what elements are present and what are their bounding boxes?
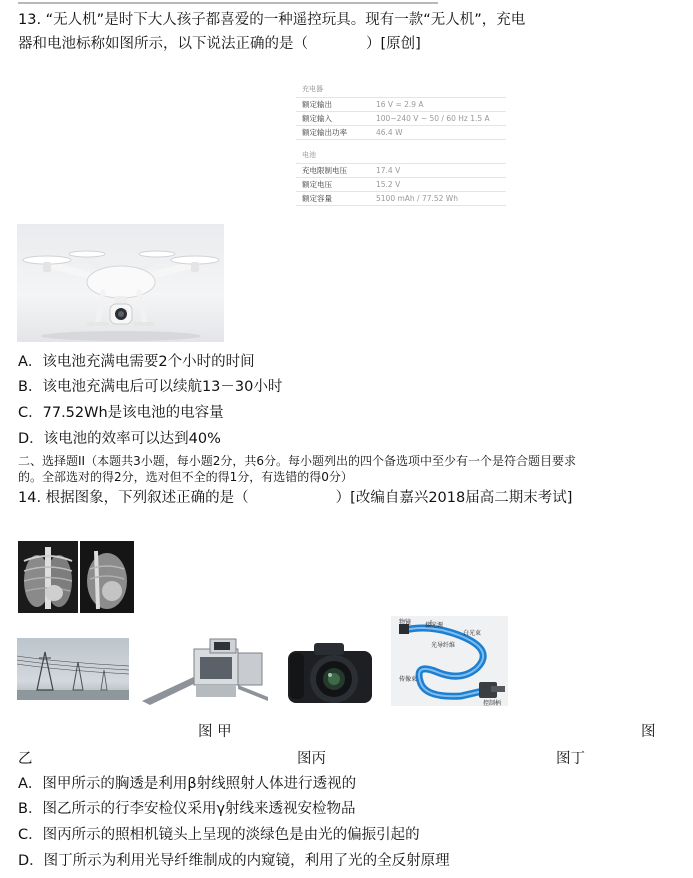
charger-spec-group — [296, 84, 506, 140]
camera-photo — [284, 637, 376, 707]
q13-option-d: D．该电池的效率可以达到40% — [18, 431, 221, 447]
q13-option-c: C．77.52Wh是该电池的电容量 — [18, 405, 224, 421]
q14-option-a: A．图甲所示的胸透是利用β射线照射人体进行透视的 — [18, 776, 357, 792]
spec-value: 100~240 V ~ 50 / 60 Hz 1.5 A — [376, 114, 490, 123]
spec-value: 17.4 V — [376, 166, 401, 175]
q13-stem-line2: 器和电池标称如图所示，以下说法正确的是（ ）[原创] — [18, 36, 421, 52]
spec-key: 额定容量 — [302, 194, 332, 203]
q13-option-a: A．该电池充满电需要2个小时的时间 — [18, 354, 255, 370]
baggage-scanner-photo — [140, 635, 270, 705]
spec-key: 额定输出功率 — [302, 128, 347, 137]
q14-stem: 14. 根据图象，下列叙述正确的是（ ）[改编自嘉兴2018届高二期末考试] — [18, 490, 573, 506]
spec-row — [296, 163, 506, 177]
q13-option-b: B．该电池充满电后可以续航13－30小时 — [18, 379, 283, 395]
endoscope-label-white-beam: 白光束 — [463, 630, 482, 637]
spec-key: 充电限制电压 — [302, 166, 347, 175]
figure-label-bing: 图丙 — [297, 751, 326, 767]
charger-header: 充电器 — [302, 85, 323, 93]
q14-option-d: D．图丁所示为利用光导纤维制成的内窥镜，利用了光的全反射原理 — [18, 853, 450, 869]
section2-line2: 的。全部选对的得2分，选对但不全的得1分，有选错的得0分） — [18, 470, 353, 484]
endoscope-label-handle: 控制柄 — [483, 700, 502, 706]
spec-row — [296, 97, 506, 111]
battery-spec-group — [296, 150, 506, 206]
spec-row — [296, 111, 506, 125]
endoscope-label-objective: 物镜 — [399, 619, 412, 626]
power-lines-photo — [17, 638, 129, 700]
section2-line1: 二、选择题II（本题共3小题，每小题2分，共6分。每小题列出的四个备选项中至少有一个是符合题目要求 — [18, 454, 576, 468]
endoscope-diagram — [391, 616, 508, 706]
battery-header: 电池 — [302, 151, 316, 159]
q13-stem-line1: 13. “无人机”是时下大人孩子都喜爱的一种遥控玩具。现有一款“无人机”，充电 — [18, 12, 526, 28]
figure-label-tu: 图 — [641, 724, 656, 740]
cropped-top-line — [18, 0, 438, 4]
spec-table — [296, 84, 506, 216]
spec-value: 5100 mAh / 77.52 Wh — [376, 194, 458, 203]
chest-xray-front-photo — [18, 541, 78, 613]
figure-label-jia: 图 甲 — [198, 724, 232, 740]
spec-value: 16 V = 2.9 A — [376, 100, 424, 109]
chest-xray-side-photo — [80, 541, 134, 613]
endoscope-label-light-source: 接光源 — [425, 622, 444, 629]
endoscope-label-light-fiber: 光导纤维 — [431, 642, 456, 649]
spec-key: 额定输出 — [302, 100, 332, 109]
spec-row — [296, 191, 506, 206]
q14-option-b: B．图乙所示的行李安检仪采用γ射线来透视安检物品 — [18, 801, 356, 817]
figure-label-yi: 乙 — [18, 751, 33, 767]
spec-key: 额定电压 — [302, 180, 332, 189]
q14-option-c: C．图丙所示的照相机镜头上呈现的淡绿色是由光的偏振引起的 — [18, 827, 420, 843]
drone-photo — [17, 224, 224, 342]
spec-value: 15.2 V — [376, 180, 401, 189]
figure-label-ding: 图丁 — [556, 751, 585, 767]
endoscope-label-image-bundle: 传像束 — [399, 676, 418, 683]
spec-value: 46.4 W — [376, 128, 403, 137]
spec-row — [296, 125, 506, 140]
spec-key: 额定输入 — [302, 114, 332, 123]
spec-row — [296, 177, 506, 191]
